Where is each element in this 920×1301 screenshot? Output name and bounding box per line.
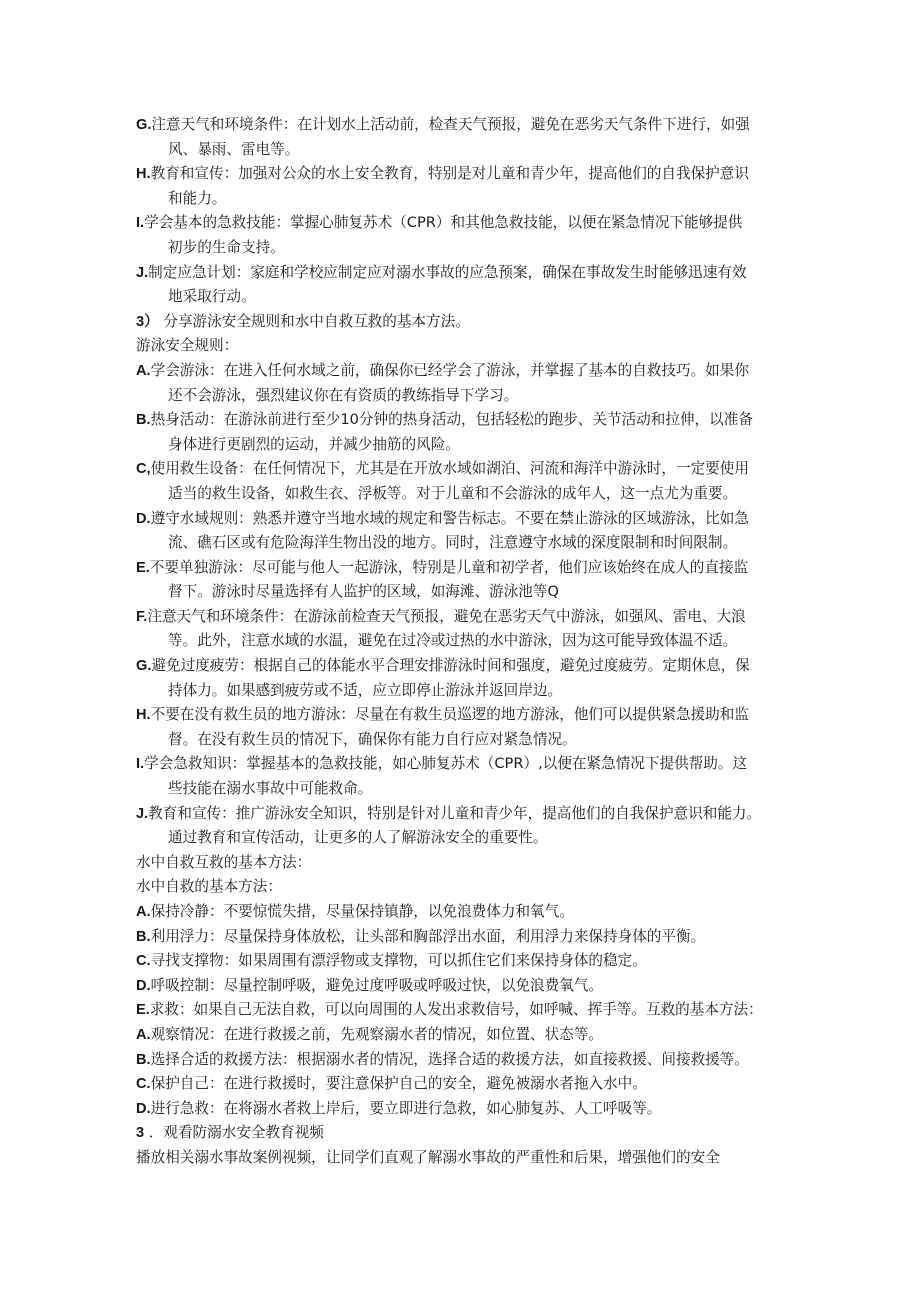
list-item [136, 457, 796, 506]
item-label: H. [136, 707, 151, 724]
list-item [136, 162, 796, 211]
item-label: D. [136, 1100, 151, 1117]
item-text: 求救：如果自己无法自救，可以向周围的人发出求救信号，如呼喊、挥手等。互救的基本方法： [149, 1001, 763, 1019]
item-text: 学会游泳：在进入任何水域之前，确保你已经学会了游泳，并掌握了基本的自救技巧。如果你 [150, 361, 749, 379]
list-item [136, 949, 796, 974]
item-text: 注意天气和环境条件：在游泳前检查天气预报，避免在恶劣天气中游泳，如强风、雷电、大浪 [147, 607, 746, 625]
heading-number: 3） [136, 313, 159, 330]
item-text-cont: 通过教育和宣传活动，让更多的人了解游泳安全的重要性。 [168, 829, 548, 847]
item-label: G. [136, 117, 152, 133]
item-label: J. [136, 264, 149, 281]
item-text: 遵守水域规则：熟悉并遵守当地水域的规定和警告标志。不要在禁止游泳的区域游泳，比如急 [150, 509, 749, 527]
item-label: C. [136, 953, 151, 970]
item-text-cont: 身体进行更剧烈的运动，并减少抽筋的风险。 [168, 435, 460, 453]
item-text: 制定应急计划：家庭和学校应制定应对溺水事故的应急预案，确保在事故发生时能够迅速有效 [148, 263, 747, 281]
item-label: E. [136, 559, 150, 576]
item-text: 不要单独游泳：尽可能与他人一起游泳，特别是儿童和初学者，他们应该始终在成人的直接监 [149, 558, 749, 576]
item-text-cont: 还不会游泳，强烈建议你在有资质的教练指导下学习。 [168, 386, 519, 404]
item-text-cont: 些技能在溺水事故中可能救命。 [168, 780, 373, 798]
document-content [136, 113, 796, 1171]
list-item [136, 1097, 796, 1122]
item-text-cont: 地采取行动。 [168, 288, 256, 306]
item-label: I. [136, 215, 145, 232]
item-text: 使用救生设备：在任何情况下，尤其是在开放水域如湖泊、河流和海洋中游泳时，一定要使用 [150, 460, 749, 478]
item-label: A. [136, 904, 151, 920]
item-text: 教育和宣传：加强对公众的水上安全教育，特别是对儿童和青少年，提高他们的自我保护意识 [150, 165, 749, 183]
list-item [136, 261, 796, 310]
item-text-cont: 适当的救生设备，如救生衣、浮板等。对于儿童和不会游泳的成年人，这一点尤为重要。 [168, 484, 738, 502]
item-label: A. [136, 362, 151, 379]
paragraph: 播放相关溺水事故案例视频，让同学们直观了解溺水事故的严重性和后果，增强他们的安全 [136, 1148, 720, 1166]
list-item [136, 974, 796, 999]
list-item [136, 998, 796, 1023]
item-text: 热身活动：在游泳前进行至少10分钟的热身活动，包括轻松的跑步、关节活动和拉伸，以准备 [150, 411, 753, 429]
item-text: 保护自己：在进行救援时，要注意保护自己的安全，避免被溺水者拖入水中。 [150, 1075, 647, 1093]
step-text: ．观看防溺水安全教育视频 [148, 1124, 324, 1142]
item-text: 教育和宣传：推广游泳安全知识，特别是针对儿童和青少年，提高他们的自我保护意识和能力。 [148, 804, 762, 822]
item-text-cont: 流、礁石区或有危险海洋生物出没的地方。同时，注意遵守水域的深度限制和时间限制。 [168, 534, 738, 552]
list-item [136, 1072, 796, 1097]
item-text: 利用浮力：尽量保持身体放松，让头部和胸部浮出水面，利用浮力来保持身体的平衡。 [150, 927, 706, 945]
list-item [136, 752, 796, 801]
item-text: 学会基本的急救技能：掌握心肺复苏术（CPR）和其他急救技能，以便在紧急情况下能够提供 [144, 214, 743, 232]
item-text: 寻找支撑物：如果周围有漂浮物或支撑物，可以抓住它们来保持身体的稳定。 [150, 952, 647, 970]
item-text-cont: 持体力。如果感到疲劳或不适，应立即停止游泳并返回岸边。 [168, 681, 563, 699]
item-label: I. [136, 756, 145, 773]
item-label: C. [136, 1076, 151, 1093]
list-item [136, 359, 796, 408]
item-text: 保持冷静：不要惊慌失措，尽量保持镇静，以免浪费体力和氧气。 [150, 903, 574, 920]
heading-text: 分享游泳安全规则和水中自救互救的基本方法。 [163, 312, 470, 330]
list-item [136, 211, 796, 260]
item-label: C, [136, 461, 151, 478]
self-rescue-title: 水中自救的基本方法： [136, 878, 282, 896]
list-item [136, 408, 796, 457]
item-text: 进行急救：在将溺水者救上岸后，要立即进行急救，如心肺复苏、人工呼吸等。 [150, 1099, 662, 1117]
list-item [136, 507, 796, 556]
item-label: B. [136, 928, 151, 945]
item-label: B. [136, 1051, 151, 1068]
item-label: D. [136, 510, 151, 527]
item-label: F. [136, 608, 148, 625]
list-item [136, 1023, 796, 1048]
item-text-cont: 等。此外，注意水域的水温，避免在过冷或过热的水中游泳，因为这可能导致体温不适。 [168, 632, 738, 650]
section-heading [136, 310, 796, 335]
list-item [136, 925, 796, 950]
item-text: 学会急救知识：掌握基本的急救技能，如心肺复苏术（CPR）,以便在紧急情况下提供帮助。这 [144, 755, 748, 773]
step-number: 3 [136, 1125, 145, 1142]
step-heading [136, 1121, 796, 1146]
item-label: E. [136, 1002, 150, 1019]
methods-title: 水中自救互救的基本方法： [136, 853, 312, 871]
list-item [136, 556, 796, 605]
item-label: H. [136, 166, 151, 183]
list-item [136, 900, 796, 925]
item-label: A. [136, 1026, 151, 1043]
item-text-cont: 初步的生命支持。 [168, 238, 285, 256]
list-item [136, 113, 796, 162]
item-text: 选择合适的救援方法：根据溺水者的情况，选择合适的救援方法，如直接救援、间接救援等。 [150, 1050, 749, 1068]
item-text-cont: 风、暴雨、雷电等。 [168, 140, 300, 158]
list-item [136, 605, 796, 654]
item-label: B. [136, 412, 151, 429]
item-text-cont: 督。在没有救生员的情况下，确保你有能力自行应对紧急情况。 [168, 730, 577, 748]
list-item [136, 1048, 796, 1073]
rules-title: 游泳安全规则： [136, 337, 239, 355]
list-item [136, 654, 796, 703]
item-text-cont: 和能力。 [168, 189, 227, 207]
item-label: J. [136, 805, 149, 822]
item-text: 呼吸控制：尽量控制呼吸，避免过度呼吸或呼吸过快，以免浪费氧气。 [150, 976, 604, 994]
item-label: G. [136, 658, 152, 675]
item-text: 观察情况：在进行救援之前，先观察溺水者的情况，如位置、状态等。 [150, 1025, 604, 1043]
item-text: 注意天气和环境条件：在计划水上活动前，检查天气预报，避免在恶劣天气条件下进行，如强 [151, 116, 750, 133]
item-label: D. [136, 977, 151, 994]
item-text-cont: 督下。游泳时尽量选择有人监护的区域，如海滩、游泳池等Q [168, 583, 559, 601]
list-item [136, 802, 796, 851]
item-text: 避免过度疲劳：根据自己的体能水平合理安排游泳时间和强度，避免过度疲劳。定期休息，保 [151, 657, 750, 675]
item-text: 不要在没有救生员的地方游泳：尽量在有救生员巡逻的地方游泳，他们可以提供紧急援助和监 [150, 706, 749, 724]
list-item [136, 703, 796, 752]
